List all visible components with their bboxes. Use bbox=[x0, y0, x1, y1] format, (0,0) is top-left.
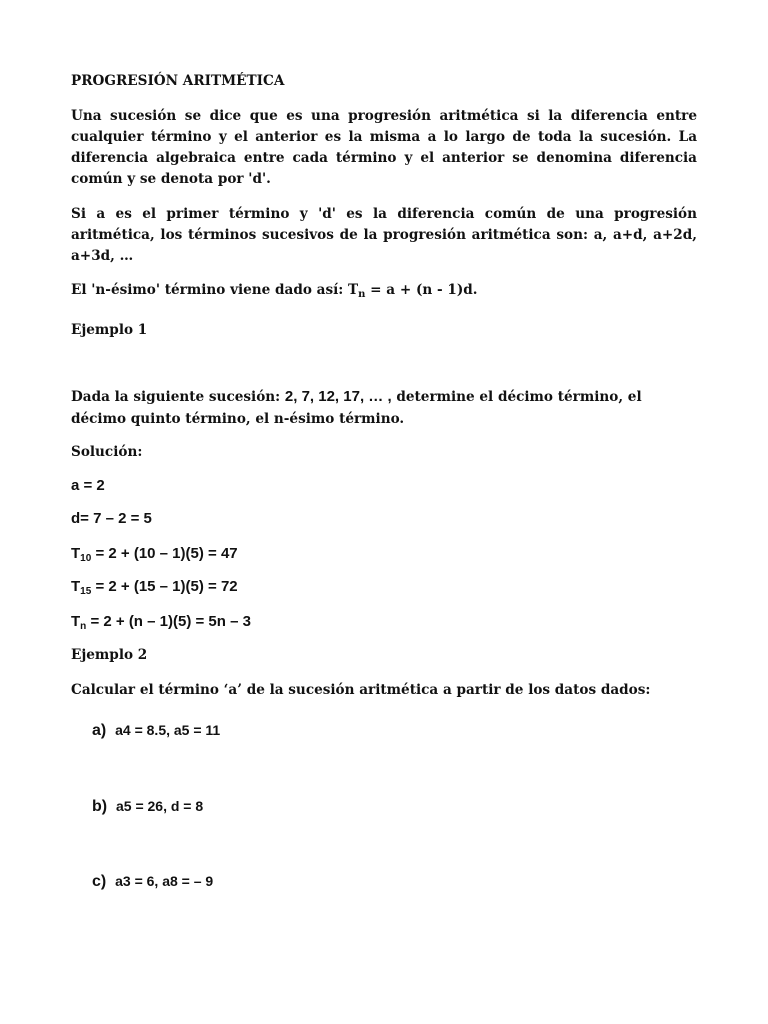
t-symbol: T bbox=[71, 613, 81, 630]
exercise-a-label: a) bbox=[92, 722, 107, 739]
problem1-line-1 bbox=[71, 386, 642, 408]
nth-term-formula bbox=[71, 280, 478, 301]
problem1-text-a: Dada la siguiente sucesión: bbox=[71, 389, 285, 405]
exercise-b bbox=[92, 795, 203, 818]
t-symbol: T bbox=[71, 545, 81, 562]
nth-suffix: = a + (n - 1)d. bbox=[365, 282, 478, 298]
para1-line-3: diferencia algebraica entre cada término y el anterior se denomina diferencia bbox=[71, 150, 697, 166]
t15-expression: = 2 + (15 – 1)(5) = 72 bbox=[91, 578, 238, 595]
t15-subscript: 15 bbox=[80, 586, 92, 597]
solution-heading: Solución: bbox=[71, 444, 143, 460]
exercise-b-text: a5 = 26, d = 8 bbox=[115, 798, 204, 814]
para1-line-4: común y se denota por 'd'. bbox=[71, 171, 271, 187]
sequence: 2, 7, 12, 17, … , bbox=[284, 388, 392, 405]
para2-line-1: Si a es el primer término y 'd' es la diferencia común de una progresión bbox=[71, 206, 697, 222]
problem1-line-2: décimo quinto término, el n-ésimo término. bbox=[71, 411, 405, 427]
t10-subscript: 10 bbox=[80, 553, 92, 564]
problem2-text: Calcular el término ‘a’ de la sucesión aritmética a partir de los datos dados: bbox=[71, 682, 651, 698]
para2-line-2: aritmética, los términos sucesivos de la progresión aritmética son: a, a+d, a+2d, bbox=[71, 227, 697, 243]
exercise-a bbox=[92, 719, 220, 742]
solution-t10 bbox=[71, 543, 238, 564]
t-symbol: T bbox=[71, 578, 81, 595]
exercise-c bbox=[92, 870, 213, 893]
example-1-heading: Ejemplo 1 bbox=[71, 322, 148, 338]
tn-subscript: n bbox=[80, 621, 87, 632]
nth-prefix: El 'n-ésimo' término viene dado así: T bbox=[71, 282, 359, 298]
exercise-a-text: a4 = 8.5, a5 = 11 bbox=[115, 722, 221, 738]
tn-expression: = 2 + (n – 1)(5) = 5n – 3 bbox=[86, 613, 251, 630]
exercise-c-label: c) bbox=[92, 873, 107, 890]
nth-subscript: n bbox=[358, 289, 366, 300]
exercise-c-text: a3 = 6, a8 = – 9 bbox=[115, 873, 214, 889]
para2-line-3: a+3d, … bbox=[71, 248, 134, 264]
example-2-heading: Ejemplo 2 bbox=[71, 647, 148, 663]
para1-line-1: Una sucesión se dice que es una progresión aritmética si la diferencia entre bbox=[71, 108, 697, 124]
para1-line-2: cualquier término y el anterior es la misma a lo largo de toda la sucesión. La bbox=[71, 129, 697, 145]
problem1-text-b: determine el décimo término, el bbox=[391, 389, 642, 405]
page-title: PROGRESIÓN ARITMÉTICA bbox=[71, 73, 285, 89]
t10-expression: = 2 + (10 – 1)(5) = 47 bbox=[91, 545, 238, 562]
solution-d: d= 7 – 2 = 5 bbox=[71, 510, 152, 527]
solution-a: a = 2 bbox=[71, 477, 105, 494]
solution-t15 bbox=[71, 576, 238, 597]
solution-tn bbox=[71, 611, 251, 632]
exercise-b-label: b) bbox=[92, 798, 108, 815]
